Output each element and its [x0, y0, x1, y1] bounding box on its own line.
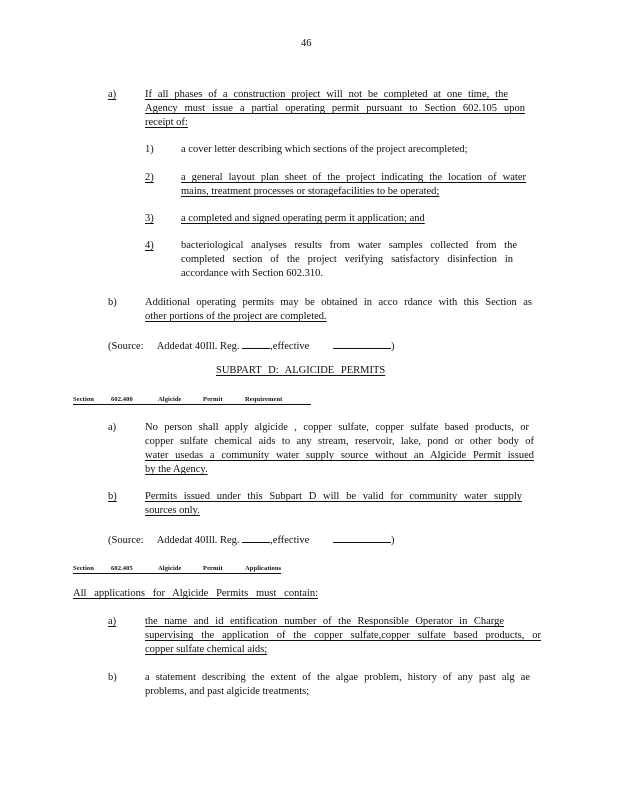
section-number: 602.400 [111, 396, 133, 403]
heading-word: Requirement [245, 396, 283, 403]
item-label: b) [108, 491, 117, 502]
blank-line [242, 338, 270, 349]
paragraph-line: Additional operating permits may be obtained in acco rdance with this Section as [145, 297, 532, 308]
blank-line [333, 532, 391, 543]
source-prefix: (Source: [108, 535, 144, 546]
source-effective: ,effective [270, 535, 310, 546]
list-item-number: 2) [145, 172, 154, 183]
list-item-text: mains, treatment processes or storagefacilities to be operated; [181, 186, 440, 197]
paragraph-line: by the Agency. [145, 464, 208, 475]
paragraph-line: other portions of the project are completed. [145, 311, 327, 322]
section-intro: All applications for Algicide Permits must contain: [73, 588, 318, 599]
list-item-text: bacteriological analyses results from water samples collected from the [181, 240, 517, 251]
item-label: a) [108, 422, 117, 433]
section-word: Section [73, 565, 94, 572]
heading-word: Applications [245, 565, 282, 572]
list-item-number: 3) [145, 213, 154, 224]
heading-word: Algicide [158, 565, 182, 572]
paragraph-line: sources only. [145, 505, 200, 516]
paragraph-line: Agency must issue a partial operating permit pursuant to Section 602.105 upon [145, 103, 525, 114]
paragraph-line: copper sulfate chemical aids; [145, 644, 268, 655]
paragraph-line: If all phases of a construction project will not be completed at one time, the [145, 89, 508, 100]
paragraph-line: supervising the application of the copper sulfate,copper sulfate based products, or [145, 630, 541, 641]
list-item-text: a completed and signed operating perm it application; and [181, 213, 425, 224]
blank-line [333, 338, 391, 349]
section-word: Section [73, 396, 94, 403]
list-item-text: accordance with Section 602.310. [181, 268, 323, 279]
paragraph-line: the name and id entification number of the Responsible Operator in Charge [145, 616, 504, 627]
paragraph-line: Permits issued under this Subpart D will be valid for community water supply [145, 491, 522, 502]
source-close: ) [390, 535, 395, 546]
blank-line [242, 532, 270, 543]
list-item-number: 1) [145, 144, 154, 155]
section-number: 602.405 [111, 565, 133, 572]
list-item-text: a cover letter describing which sections of the project arecompleted; [181, 144, 468, 155]
subpart-heading: SUBPART D: ALGICIDE PERMITS [216, 365, 386, 376]
source-note [108, 532, 394, 548]
source-prefix: (Source: [108, 341, 144, 352]
paragraph-line: copper sulfate chemical aids to any stream, reservoir, lake, pond or other body of [145, 436, 534, 447]
heading-underline [73, 573, 281, 574]
list-item-text: completed section of the project verifying satisfactory disinfection in [181, 254, 513, 265]
paragraph-line: a statement describing the extent of the algae problem, history of any past alg ae [145, 672, 530, 683]
item-label: a) [108, 616, 117, 627]
page-number: 46 [301, 38, 312, 49]
list-item-text: a general layout plan sheet of the project indicating the location of water [181, 172, 526, 183]
heading-word: Permit [203, 565, 223, 572]
item-label: b) [108, 297, 117, 308]
heading-underline [73, 404, 311, 405]
paragraph-line: problems, and past algicide treatments; [145, 686, 310, 697]
source-close: ) [390, 341, 395, 352]
item-label: a) [108, 89, 117, 100]
paragraph-line: receipt of: [145, 117, 188, 128]
list-item-number: 4) [145, 240, 154, 251]
paragraph-line: No person shall apply algicide , copper sulfate, copper sulfate based products, or [145, 422, 529, 433]
source-effective: ,effective [270, 341, 310, 352]
heading-word: Permit [203, 396, 223, 403]
source-note [108, 338, 394, 354]
item-label: b) [108, 672, 117, 683]
paragraph-line: water usedas a community water supply source without an Algicide Permit issued [145, 450, 534, 461]
source-text: Addedat 40Ill. Reg. [156, 341, 240, 352]
heading-word: Algicide [158, 396, 182, 403]
source-text: Addedat 40Ill. Reg. [156, 535, 240, 546]
